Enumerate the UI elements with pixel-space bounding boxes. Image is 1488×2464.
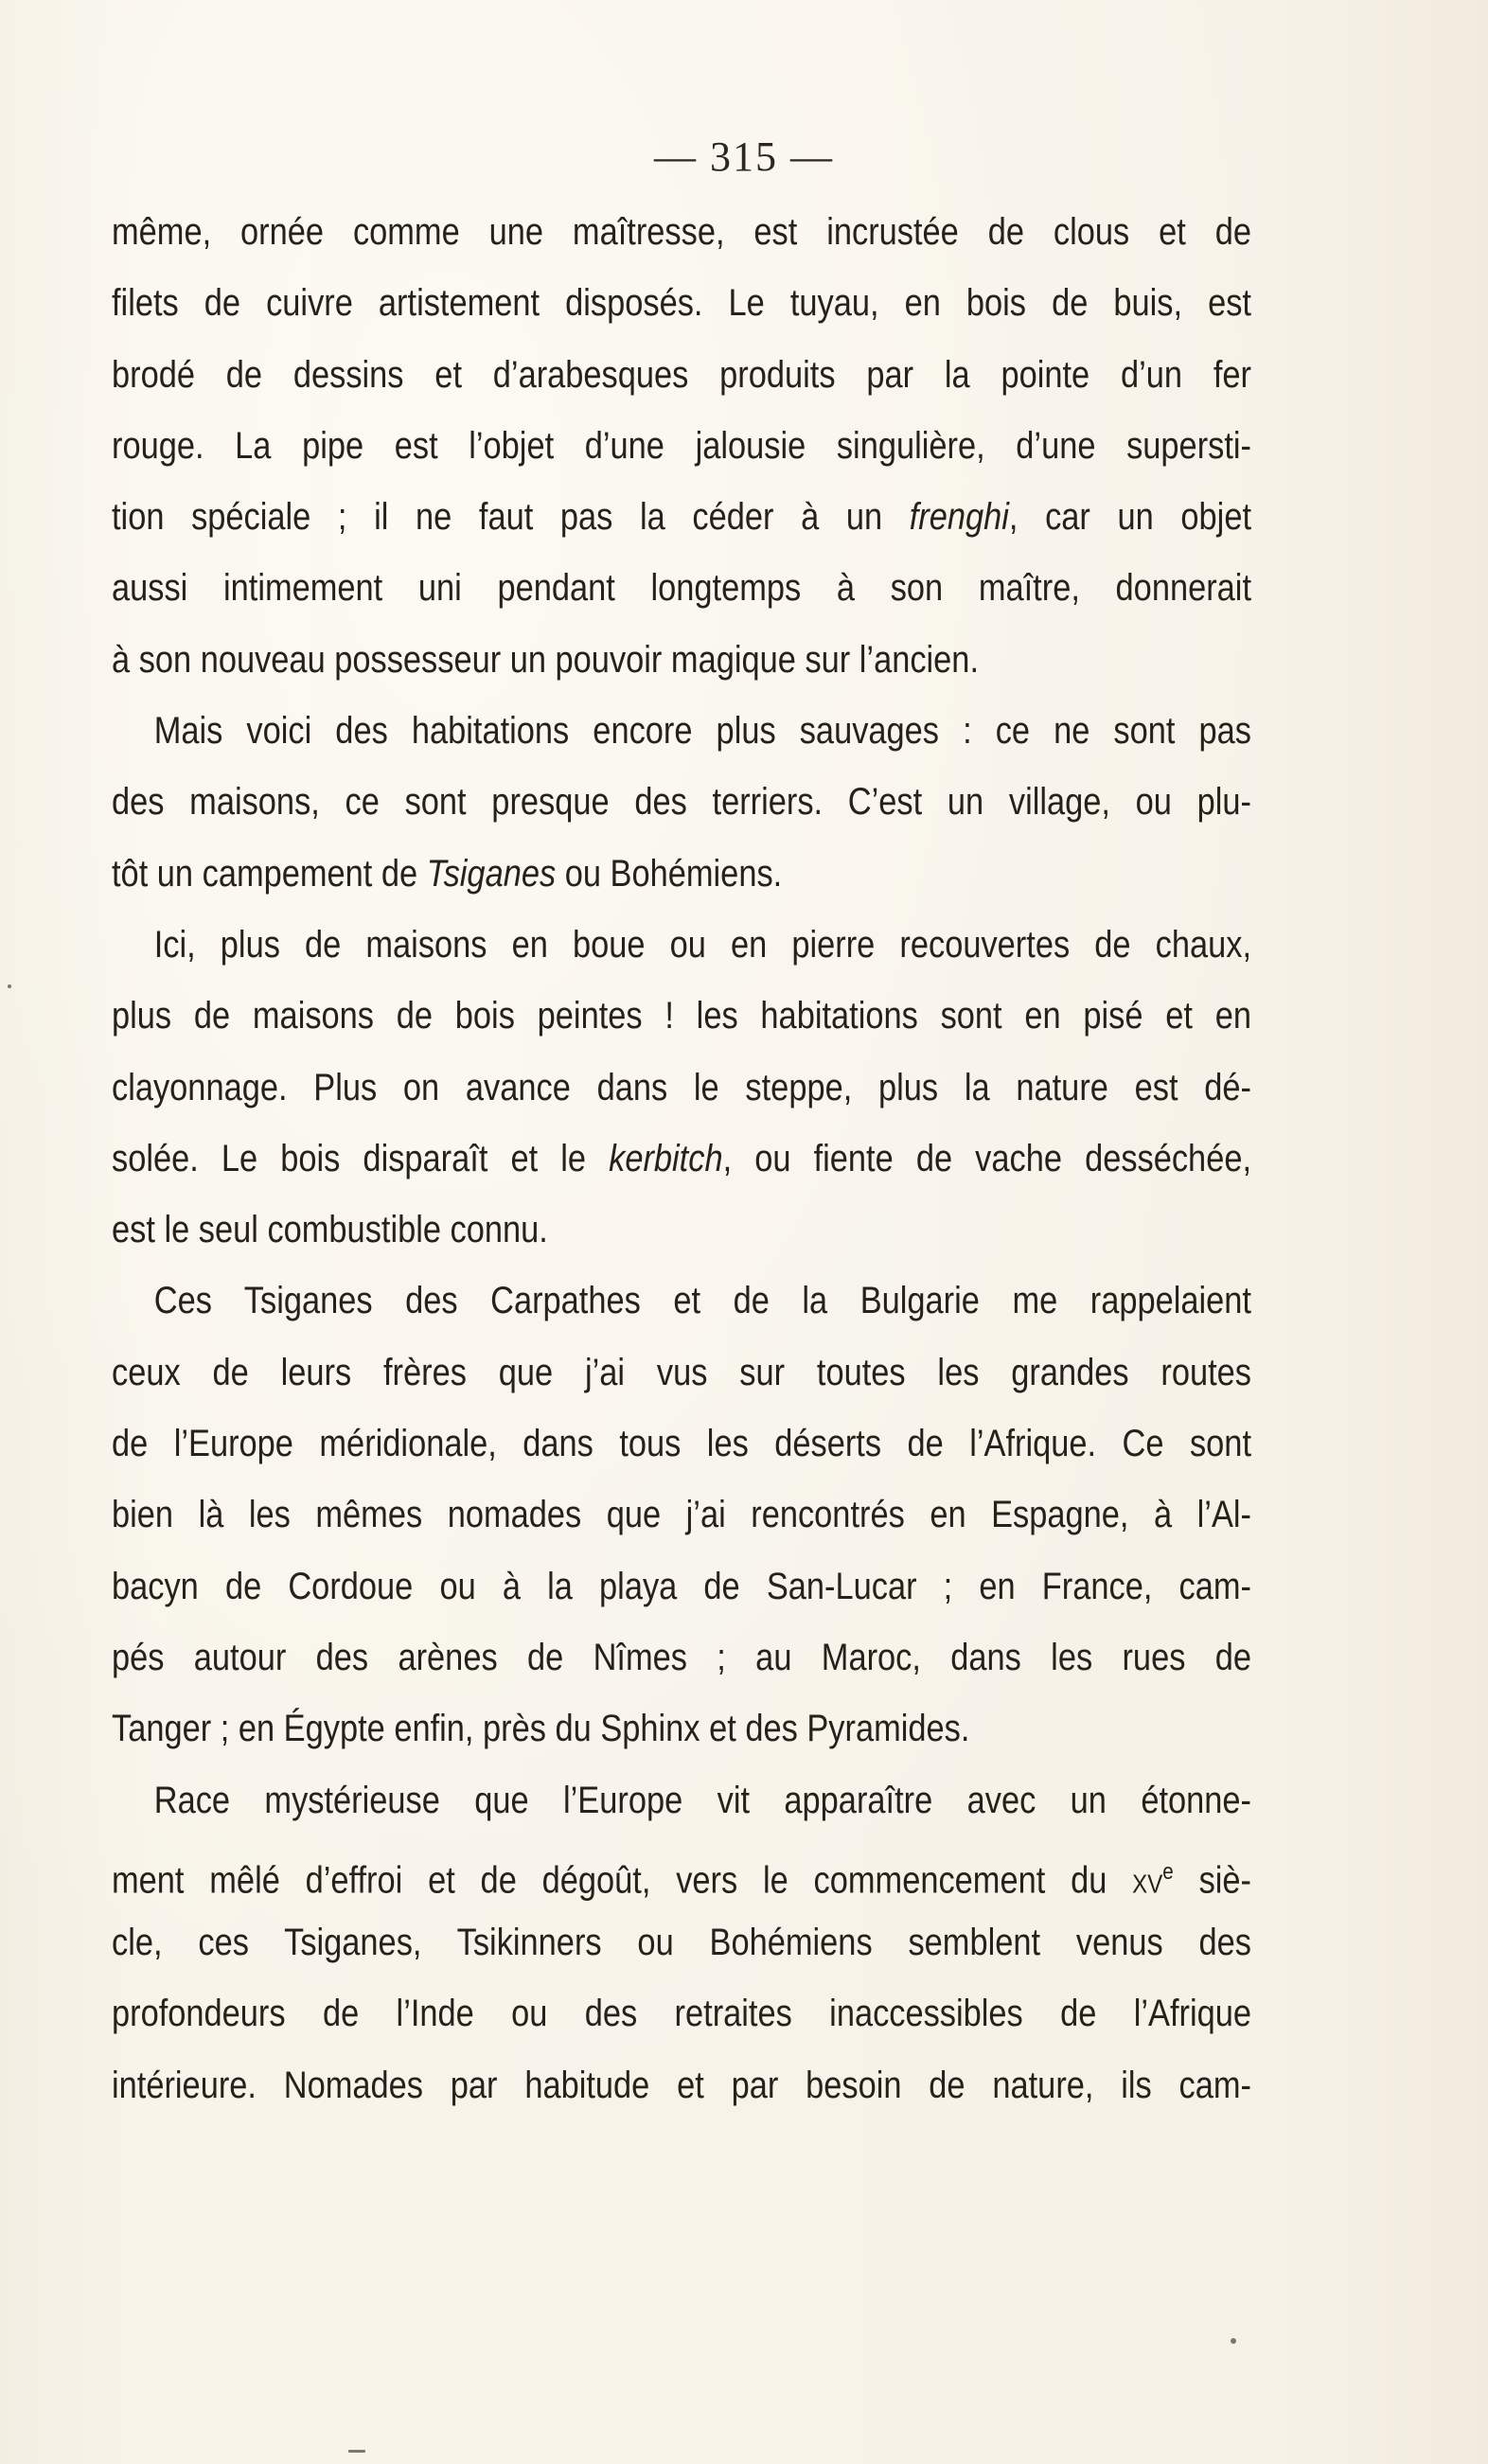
text-line (112, 1266, 1251, 1337)
text-run: Ces Tsiganes des Carpathes et de la Bulgarie me rappelaient (153, 1280, 1252, 1322)
text-run: , ou fiente de vache desséchée, (722, 1137, 1252, 1179)
text-run: même, ornée comme une maîtresse, est incrustée de clous et de (112, 211, 1251, 253)
paper-speck (8, 984, 11, 988)
text-run: ou Bohémiens. (556, 852, 783, 895)
text-line (112, 981, 1251, 1052)
text-run: Mais voici des habitations encore plus sauvages : ce ne sont pas (153, 710, 1252, 753)
text-line (112, 482, 1251, 553)
text-line (112, 553, 1251, 624)
text-run: à son nouveau possesseur un pouvoir magique sur l’ancien. (112, 638, 980, 681)
italic-term: kerbitch (609, 1137, 723, 1179)
text-run: Tanger ; en Égypte enfin, près du Sphinx et des Pyramides. (112, 1708, 970, 1750)
text-run: filets de cuivre artistement disposés. Le tuyau, en bois de buis, est (112, 282, 1251, 325)
text-line (112, 340, 1251, 411)
text-run: rouge. La pipe est l’objet d’une jalousie singulière, d’une supersti- (112, 424, 1251, 467)
text-run: tion spéciale ; il ne faut pas la céder à un (112, 496, 910, 539)
text-run: de l’Europe méridionale, dans tous les déserts de l’Afrique. Ce sont (112, 1423, 1251, 1465)
text-run: plus de maisons de bois peintes ! les habitations sont en pisé et en (112, 995, 1251, 1037)
text-line (112, 1124, 1251, 1195)
superscript: e (1162, 1858, 1174, 1885)
text-run: tôt un campement de (112, 852, 427, 895)
text-run: aussi intimement uni pendant longtemps à son maître, donnerait (112, 567, 1251, 610)
text-run: Ici, plus de maisons en boue ou en pierre recouvertes de chaux, (153, 923, 1252, 966)
text-line (112, 197, 1251, 268)
text-line (112, 625, 1251, 696)
text-run: profondeurs de l’Inde ou des retraites inaccessibles de l’Afrique (112, 1993, 1251, 2035)
century-numeral: xv (1132, 1859, 1163, 1902)
text-line (112, 1551, 1251, 1622)
italic-term: Tsiganes (426, 852, 557, 895)
text-run: siè- (1173, 1859, 1251, 1902)
text-run: solée. Le bois disparaît et le (112, 1137, 610, 1179)
text-line (112, 767, 1251, 838)
text-line (112, 1053, 1251, 1124)
text-line (112, 1622, 1251, 1693)
text-run: bien là les mêmes nomades que j’ai rencontrés en Espagne, à l’Al- (112, 1494, 1251, 1536)
text-line (112, 696, 1251, 767)
text-run: pés autour des arènes de Nîmes ; au Maroc, dans les rues de (112, 1636, 1251, 1678)
text-line (112, 1765, 1251, 1836)
text-line (112, 910, 1251, 981)
text-run: bacyn de Cordoue ou à la playa de San-Lucar ; en France, cam- (112, 1565, 1251, 1607)
text-run: est le seul combustible connu. (112, 1209, 548, 1251)
text-run: ceux de leurs frères que j’ai vus sur toutes les grandes routes (112, 1351, 1251, 1393)
paper-speck (1231, 2338, 1236, 2344)
text-run: cle, ces Tsiganes, Tsikinners ou Bohémiens semblent venus des (112, 1922, 1251, 1964)
body-text (112, 197, 1251, 2121)
text-line (112, 1480, 1251, 1551)
text-run: Race mystérieuse que l’Europe vit apparaître avec un étonne- (153, 1779, 1252, 1821)
text-line (112, 1409, 1251, 1480)
text-line (112, 839, 1251, 910)
text-line (112, 1907, 1251, 1978)
text-line (112, 1693, 1251, 1764)
paper-speck (348, 2450, 365, 2453)
text-line (112, 268, 1251, 339)
text-run: brodé de dessins et d’arabesques produits par la pointe d’un fer (112, 353, 1251, 396)
text-run: clayonnage. Plus on avance dans le steppe, plus la nature est dé- (112, 1066, 1251, 1108)
text-run: des maisons, ce sont presque des terriers. C’est un village, ou plu- (112, 781, 1251, 824)
italic-term: frenghi (909, 496, 1009, 539)
text-run: ment mêlé d’effroi et de dégoût, vers le commencement du (112, 1859, 1133, 1902)
text-line (112, 1978, 1251, 2049)
text-line (112, 1338, 1251, 1409)
text-line (112, 1836, 1251, 1907)
text-line (112, 1195, 1251, 1266)
page-number: — 315 — (654, 133, 834, 180)
text-run: , car un objet (1008, 496, 1252, 539)
text-run: intérieure. Nomades par habitude et par besoin de nature, ils cam- (112, 2064, 1251, 2106)
text-line (112, 411, 1251, 482)
text-line (112, 2050, 1251, 2121)
